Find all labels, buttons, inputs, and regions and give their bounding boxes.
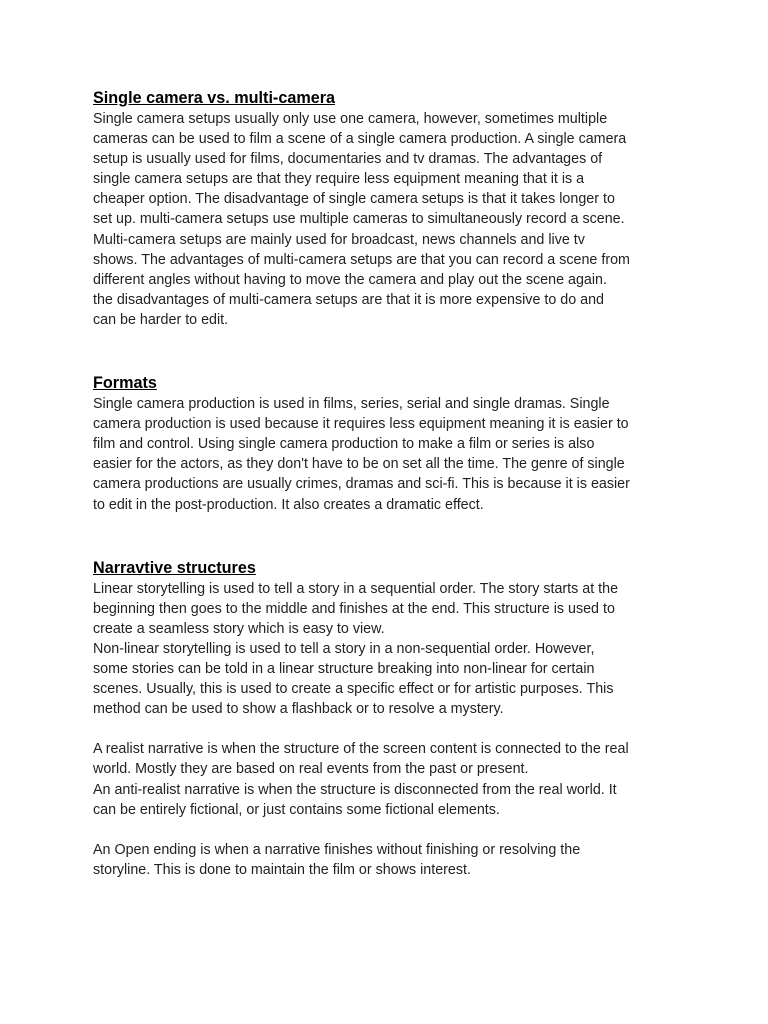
paragraph-single-vs-multi-camera: Single camera setups usually only use one camera, however, sometimes multiple cameras can be used to film a scene of a single camera production. A single camera setup is usually used for films, documentaries and tv dramas. The advantages of single camera setups are that they require less equipment meaning that it is a cheaper option. The disadvantage of single camera setups is that it takes longer to set up. multi-camera setups use multiple cameras to simultaneously record a scene. Multi-camera setups are mainly used for broadcast, news channels and live tv shows. The advantages of multi-camera setups are that you can record a scene from different angles without having to move the camera and play out the scene again. the disadvantages of multi-camera setups are that it is more expensive to do and can be harder to edit. <box>93 111 630 328</box>
paragraph-linear-nonlinear: Linear storytelling is used to tell a story in a sequential order. The story starts at the beginning then goes to the middle and finishes at the end. This structure is used to create a seamless story which is easy to view. Non-linear storytelling is used to tell a story in a non-sequential order. However, some stories can be told in a linear structure breaking into non-linear for certain scenes. Usually, this is used to create a specific effect or for artistic purposes. This method can be used to show a flashback or to resolve a mystery. <box>93 580 619 718</box>
section-heading-formats: Formats <box>93 374 157 393</box>
document-page <box>93 87 678 880</box>
paragraph-realist-narrative: A realist narrative is when the structure of the screen content is connected to the real world. Mostly they are based on real events from the past or present. An anti-realist narrative is when the structure is disconnected from the real world. It can be entirely fictional, or just contains some fictional elements. <box>93 741 629 818</box>
section-spacer <box>93 330 678 372</box>
paragraph-spacer <box>93 719 678 739</box>
paragraph-open-ending: An Open ending is when a narrative finishes without finishing or resolving the storyline. This is done to maintain the film or shows interest. <box>93 841 581 878</box>
section-heading-narrative-structures: Narravtive structures <box>93 558 256 577</box>
section-heading-single-vs-multi-camera: Single camera vs. multi-camera <box>93 89 336 107</box>
section-spacer <box>93 515 678 557</box>
paragraph-formats: Single camera production is used in films, series, serial and single dramas. Single camera production is used because it requires less equipment meaning it is easier to film and control. Using single camera production to make a film or series is also easier for the actors, as they don't have to be on set all the time. The genre of single camera productions are usually crimes, dramas and sci-fi. This is because it is easier to edit in the post-production. It also creates a dramatic effect. <box>93 396 630 513</box>
paragraph-spacer <box>93 820 678 840</box>
